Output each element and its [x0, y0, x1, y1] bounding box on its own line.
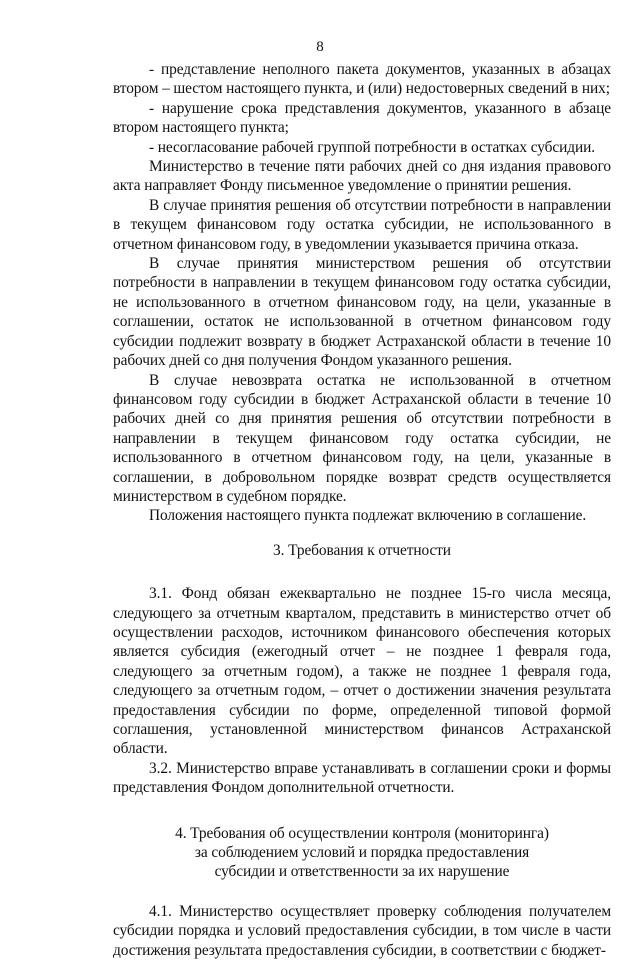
- paragraph: В случае принятия решения об отсутствии потребности в направлении в текущем финансовом году остатка субсидии, не использованного в отчетном финансовом году, в уведомлении указывается причина отказа.: [113, 196, 611, 253]
- section-4-heading: [113, 824, 611, 882]
- page-number: 8: [316, 39, 324, 55]
- section-4-heading-line: 4. Требования об осуществлении контроля (мониторинга): [175, 824, 549, 842]
- paragraph: - несогласование рабочей группой потребности в остатках субсидии.: [149, 138, 595, 156]
- paragraph: Положения настоящего пункта подлежат включению в соглашение.: [149, 507, 587, 525]
- paragraph: 3.1. Фонд обязан ежеквартально не позднее 15-го числа месяца, следующего за отчетным кварталом, представить в министерство отчет об осуществлении расходов, источником финансового обеспечения которых является субсидия (ежегодный отчет – не позднее 1 февраля года, следующего за отчетным годом), а также не позднее 1 февраля года, следующего за отчетным годом, – отчет о достижении значения результата предоставления субсидии по форме, определенной типовой формой соглашения, установленной министерством финансов Астраханской области.: [113, 585, 611, 758]
- paragraph: Министерство в течение пяти рабочих дней со дня издания правового акта направляет Фонду письменное уведомление о принятии решения.: [113, 158, 611, 195]
- paragraph: 3.2. Министерство вправе устанавливать в соглашении сроки и формы представления Фондом дополнительной отчетности.: [113, 759, 611, 797]
- section-4-heading-line: за соблюдением условий и порядка предоставления: [194, 844, 530, 862]
- paragraph: В случае принятия министерством решения об отсутствии потребности в направлении в текущем финансовом году остатка субсидии, не использованного в отчетном финансовом году, на цели, указанные в соглашении, остаток не использованной в отчетном финансовом году субсидии подлежит возврату в бюджет Астраханской области в течение 10 рабочих дней со дня получения Фондом указанного решения.: [113, 255, 611, 370]
- paragraph: - нарушение срока представления документов, указанного в абзаце втором настоящего пункта;: [113, 99, 611, 137]
- document-body: [113, 60, 611, 960]
- section-3-heading: 3. Требования к отчетности: [273, 541, 451, 559]
- paragraph: - представление неполного пакета документов, указанных в абзацах втором – шестом настоящего пункта, и (или) недостоверных сведений в них;: [113, 61, 611, 98]
- section-4-heading-line: субсидии и ответственности за их нарушение: [214, 863, 510, 881]
- paragraph: В случае невозврата остатка не использованной в отчетном финансовом году субсидии в бюджет Астраханской области в течение 10 рабочих дней со дня принятия решения об отсутствии потребности в направлении в текущем финансовом году остатка субсидии, не использованного в отчетном финансовом году, на цели, указанные в соглашении, в добровольном порядке возврат средств осуществляется министерством в судебном порядке.: [113, 371, 611, 505]
- paragraph: 4.1. Министерство осуществляет проверку соблюдения получателем субсидии порядка и условий предоставления субсидии, в том числе в части достижения результата предоставления субсидии, в соответствии с бюджет-: [113, 902, 611, 959]
